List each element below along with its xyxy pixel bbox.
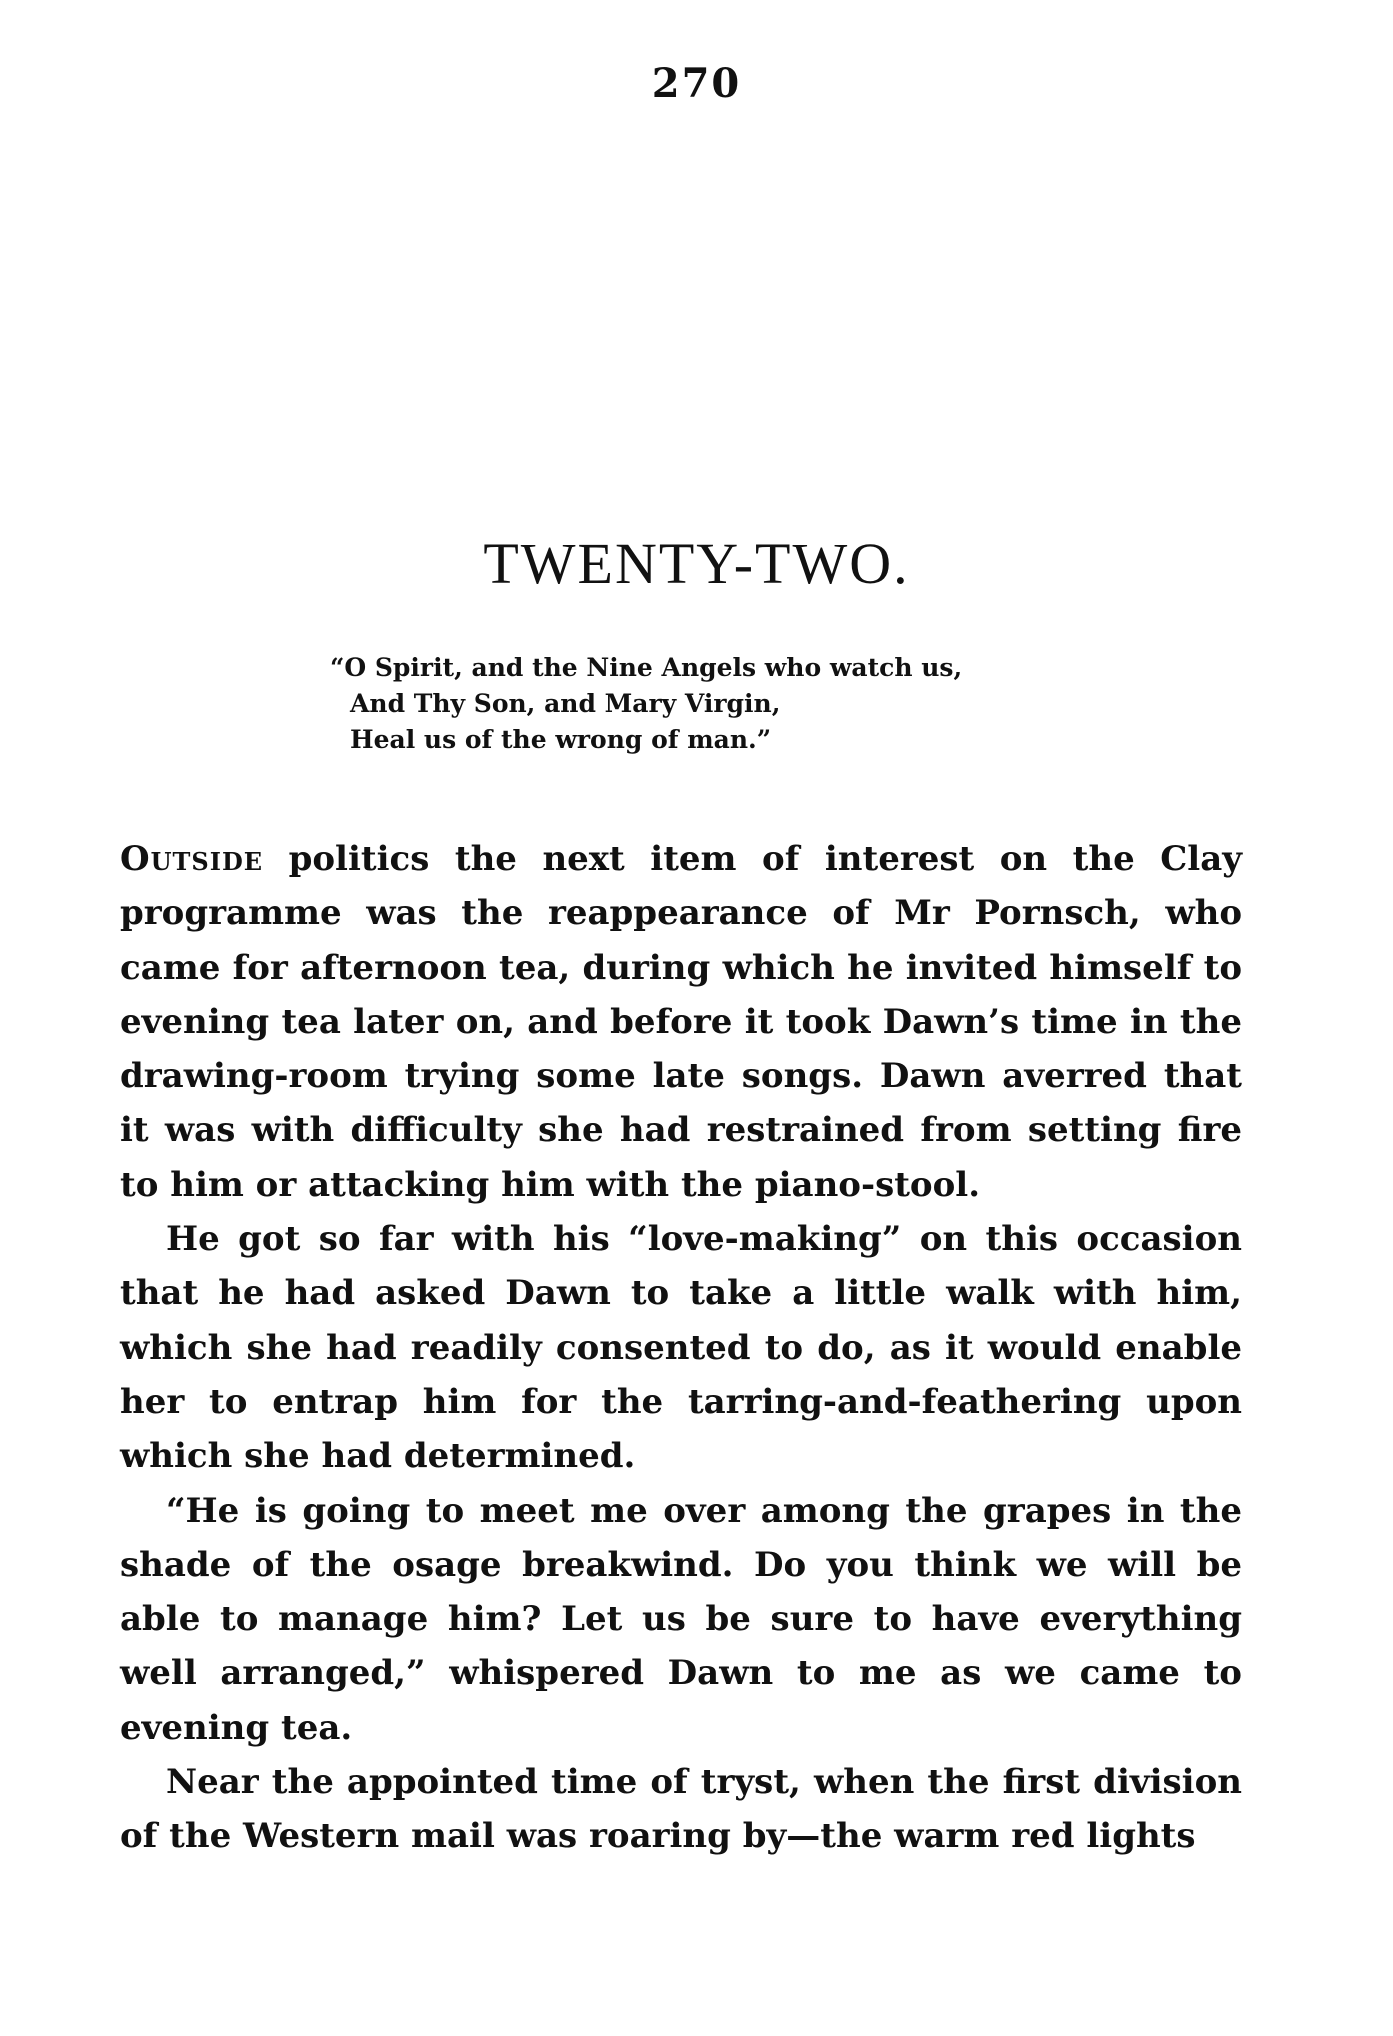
paragraph — [120, 832, 1242, 1212]
paragraph-lead-word: Outside — [120, 839, 264, 879]
paragraph: Near the appointed time of tryst, when the first division of the Western mail was roaring by—the warm red lights — [120, 1762, 1242, 1857]
paragraph: He got so far with his “love-making” on this occasion that he had asked Dawn to take a little walk with him, which she had readily consented to do, as it would enable her to entrap him for the tarring-and-feathering upon which she had determined. — [120, 1219, 1242, 1477]
page-number: 270 — [651, 60, 742, 107]
epigraph — [330, 650, 1090, 758]
epigraph-line: “O Spirit, and the Nine Angels who watch us, — [330, 653, 963, 682]
chapter-title: TWENTY-TWO. — [483, 531, 910, 596]
epigraph-line: Heal us of the wrong of man.” — [350, 725, 772, 754]
paragraph-text: politics the next item of interest on the Clay programme was the reappearance of Mr Pornsch, who came for afternoon tea, during which he invited himself to evening tea later on, and before it took Dawn’s time in the drawing-room trying some late songs. Dawn averred that it was with difficulty she had restrained from setting fire to him or attacking him with the piano-stool. — [120, 839, 1242, 1205]
epigraph-line: And Thy Son, and Mary Virgin, — [350, 689, 781, 718]
body-text — [120, 832, 1242, 1864]
paragraph: “He is going to meet me over among the grapes in the shade of the osage breakwind. Do you think we will be able to manage him? Let us be sure to have everything well arranged,” whispered Dawn to me as we came to evening tea. — [120, 1490, 1242, 1748]
